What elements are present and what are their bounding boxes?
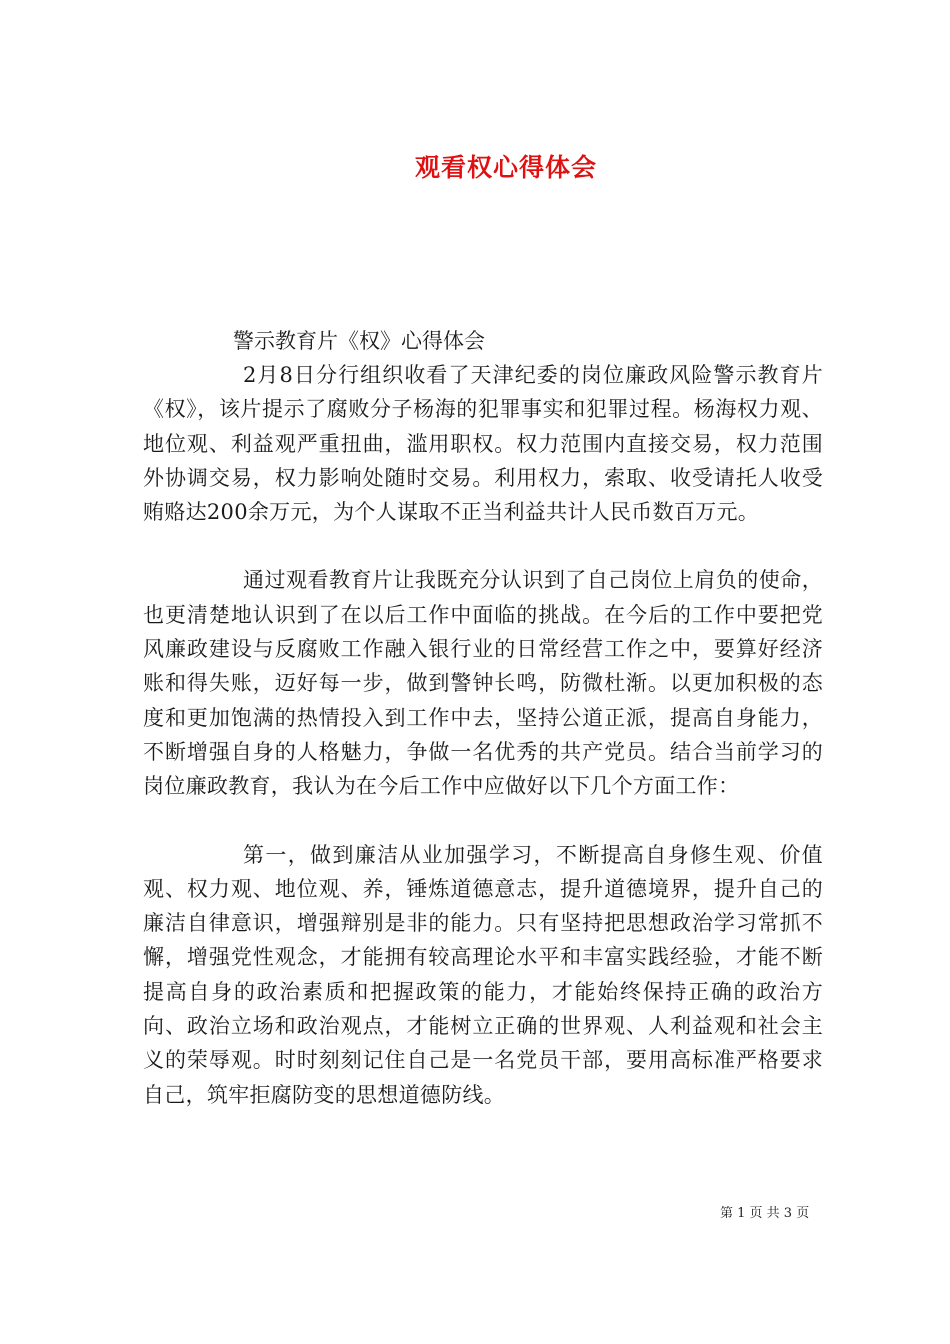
- page-number: 第 1 页 共 3 页: [720, 1206, 810, 1221]
- page-title: 观看权心得体会: [415, 152, 598, 182]
- paragraph-1: 2月8日分行组织收看了天津纪委的岗位廉政风险警示教育片《权》，该片提示了腐败分子杨海的犯罪事实和犯罪过程。杨海权力观、地位观、利益观严重扭曲，滥用职权。权力范围内直接交易，权力范围外协调交易，权力影响处随时交易。利用权力，索取、收受请托人收受贿赂达200余万元，为个人谋取不正当利益共计人民币数百万元。: [143, 363, 823, 525]
- paragraph-2: 通过观看教育片让我既充分认识到了自己岗位上肩负的使命，也更清楚地认识到了在以后工作中面临的挑战。在今后的工作中要把党风廉政建设与反腐败工作融入银行业的日常经营工作之中，要算好经济账和得失账，迈好每一步，做到警钟长鸣，防微杜渐。以更加积极的态度和更加饱满的热情投入到工作中去，坚持公道正派，提高自身能力，不断增强自身的人格魅力，争做一名优秀的共产党员。结合当前学习的岗位廉政教育，我认为在今后工作中应做好以下几个方面工作：: [143, 568, 823, 799]
- document-body: [143, 324, 823, 1112]
- paragraph-3: 第一，做到廉洁从业加强学习，不断提高自身修生观、价值观、权力观、地位观、养，锤炼道德意志，提升道德境界，提升自己的廉洁自律意识，增强辩别是非的能力。只有坚持把思想政治学习常抓不懈，增强党性观念，才能拥有较高理论水平和丰富实践经验，才能不断提高自身的政治素质和把握政策的能力，才能始终保持正确的政治方向、政治立场和政治观点，才能树立正确的世界观、人利益观和社会主义的荣辱观。时时刻刻记住自己是一名党员干部，要用高标准严格要求自己，筑牢拒腐防变的思想道德防线。: [143, 842, 823, 1107]
- document-subtitle: 警示教育片《权》心得体会: [233, 329, 485, 353]
